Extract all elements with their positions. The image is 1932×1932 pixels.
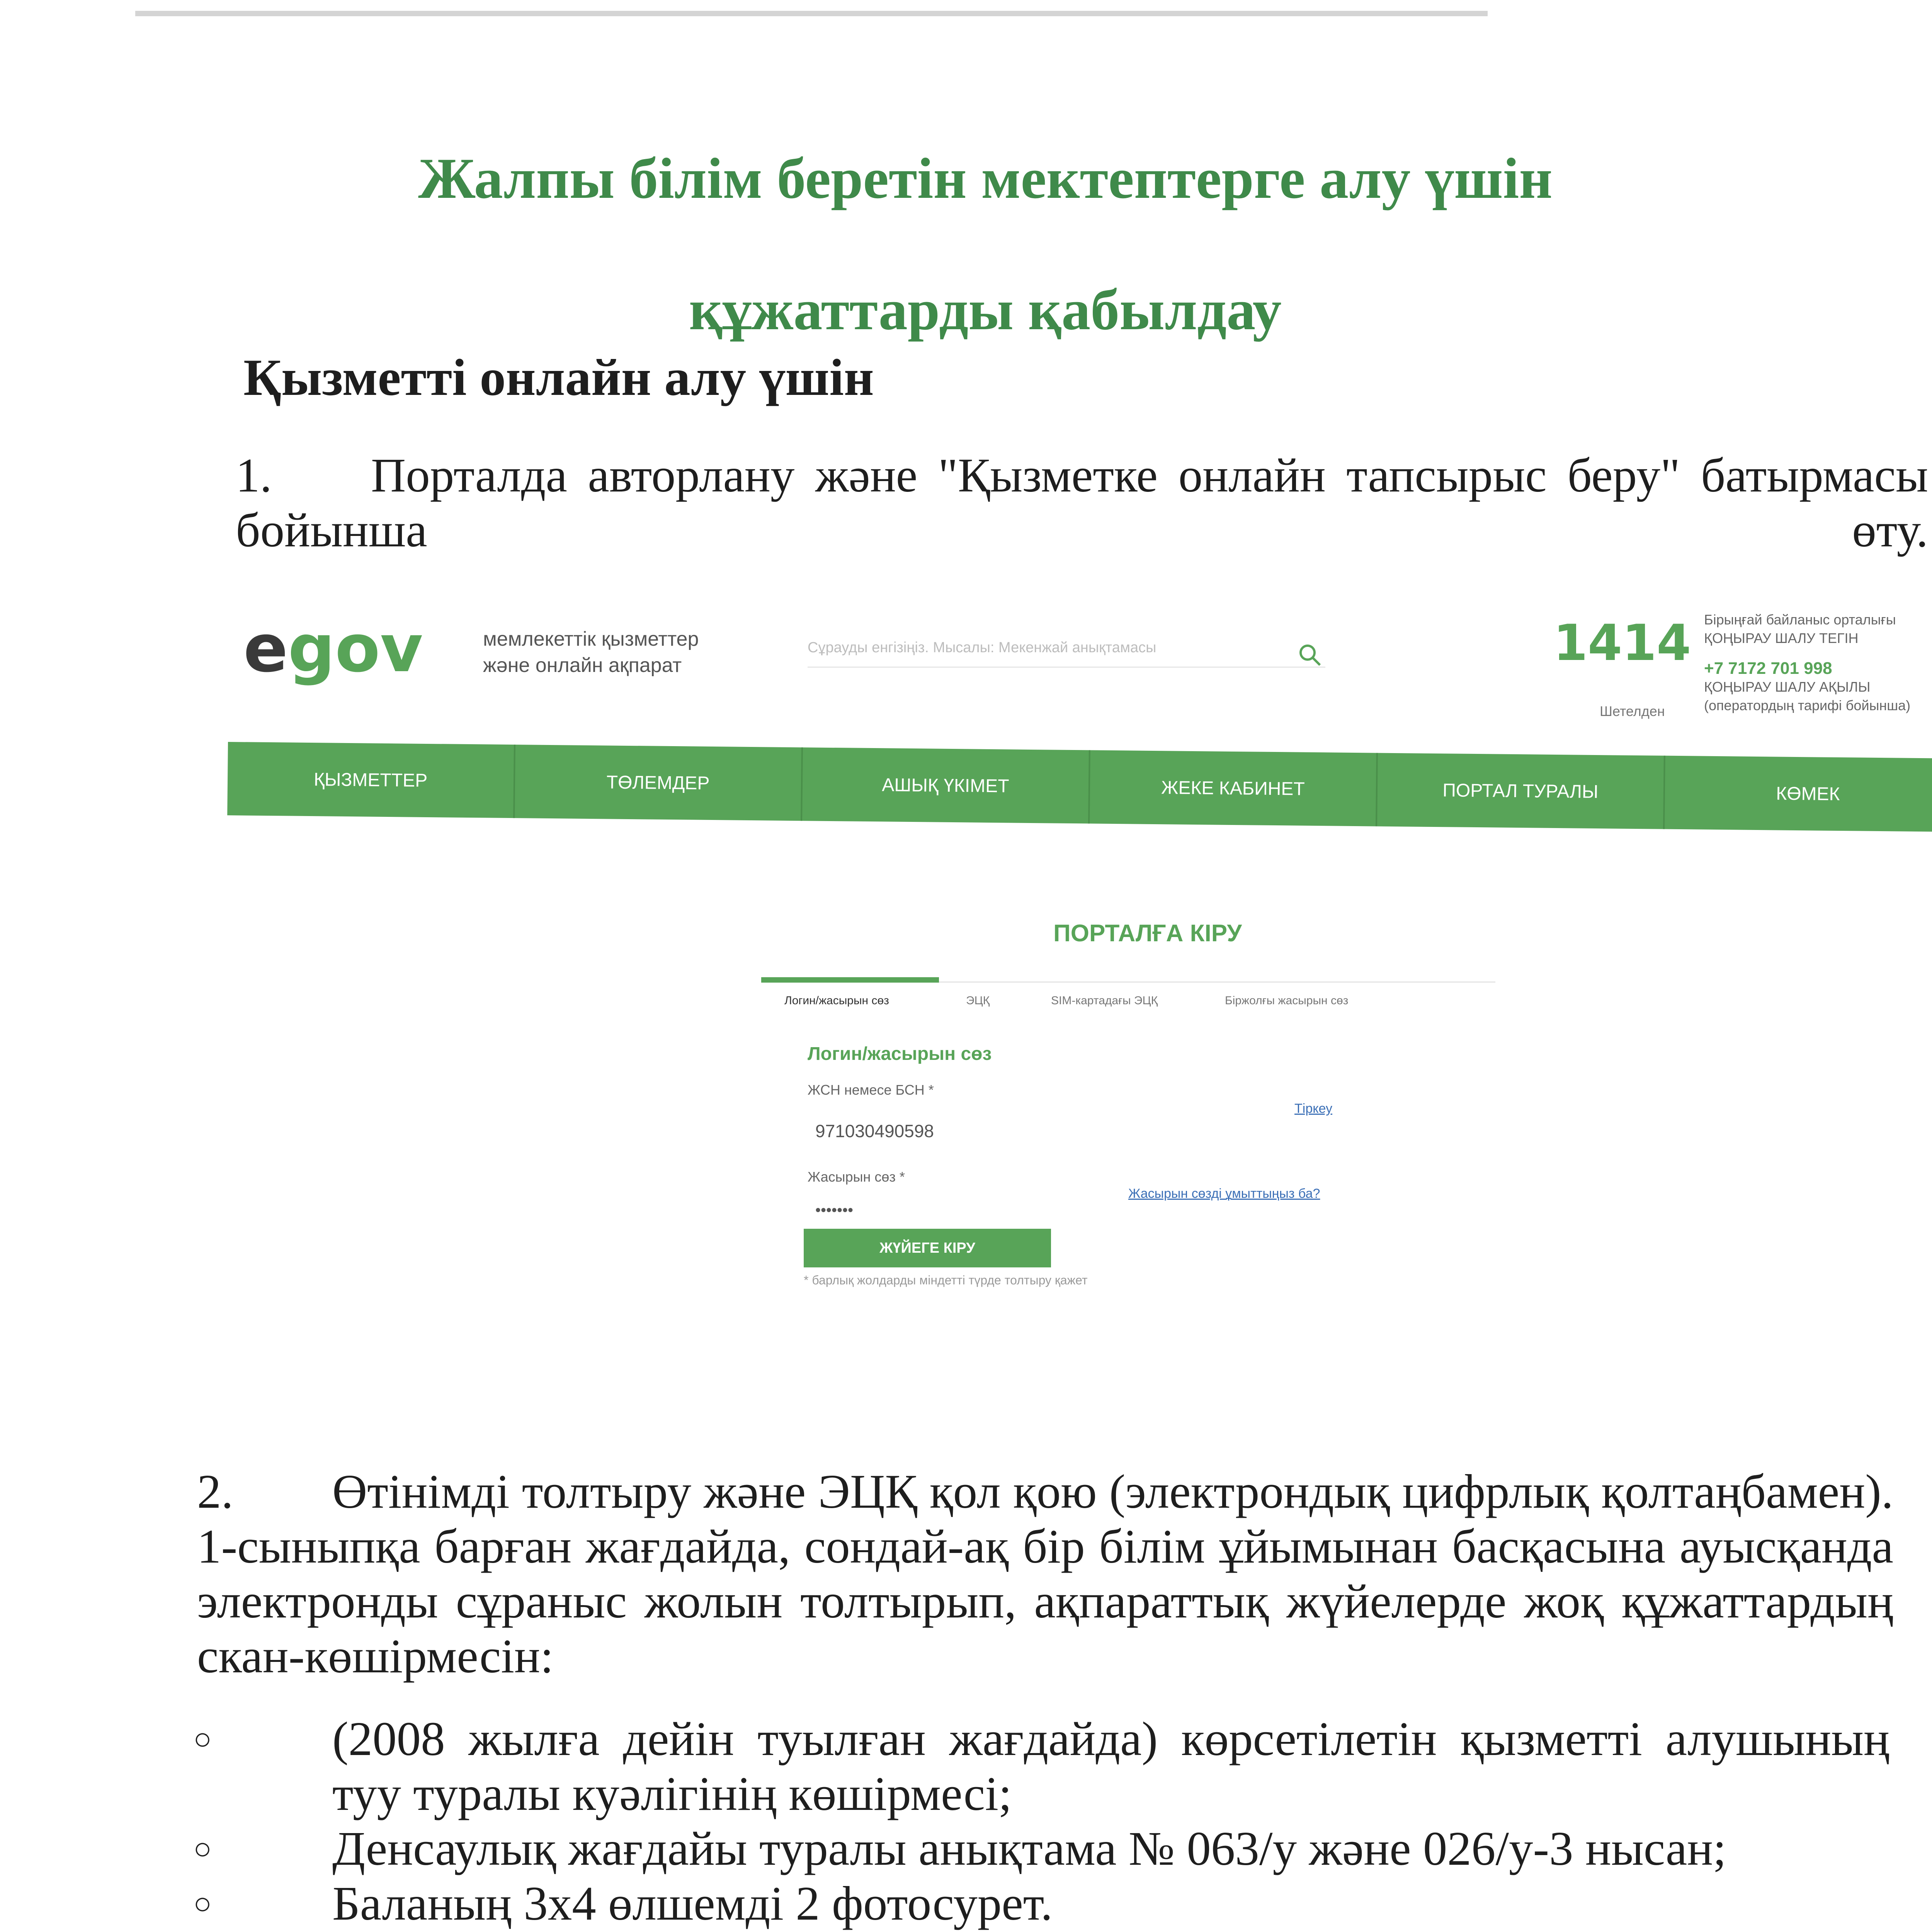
register-link[interactable]: Тіркеу [1294,1101,1333,1116]
list-item: ○ Денсаулық жағдайы туралы анықтама № 063/у және 026/у-3 нысан; [193,1822,1726,1876]
active-tab-indicator [761,977,939,983]
step-2-paragraph [197,1464,1893,1684]
egov-tagline [483,626,792,679]
iin-input[interactable]: 971030490598 [815,1121,934,1141]
bullet-marker: ○ [193,1722,212,1756]
tab-login-password[interactable]: Логин/жасырын сөз [784,994,889,1007]
list-item: ○ (2008 жылға дейін туылған жағдайда) көрсетілетін қызметті алушының туу туралы куәлігінің көшірмесі; [193,1713,1889,1821]
nav-item-open-government[interactable]: АШЫҚ ҮКІМЕТ [802,747,1090,823]
tab-one-time-password[interactable]: Біржолғы жасырын сөз [1225,994,1349,1007]
login-title: ПОРТАЛҒА КІРУ [1053,920,1242,947]
forgot-password-link[interactable]: Жасырын сөзді ұмыттыңыз ба? [1128,1186,1320,1201]
contact-line-4: (оператордың тарифі бойынша) [1704,697,1911,713]
password-input[interactable]: ••••••• [815,1202,854,1219]
page-title-line-2: құжаттарды қабылдау [689,278,1282,342]
required-documents-list [189,1712,1889,1931]
step-1-paragraph [236,448,1928,558]
main-nav [227,742,1932,832]
nav-item-about-portal[interactable]: ПОРТАЛ ТУРАЛЫ [1377,753,1665,829]
bullet-marker: ○ [193,1887,212,1921]
search-icon[interactable] [1294,639,1325,670]
hotline-number[interactable]: 1414 [1553,614,1691,672]
nav-item-help[interactable]: КӨМЕК [1776,783,1840,804]
password-label: Жасырын сөз * [808,1169,905,1185]
tab-ecp[interactable]: ЭЦҚ [966,994,990,1007]
contact-phone[interactable]: +7 7172 701 998 [1704,659,1832,678]
nav-item-personal-cabinet[interactable]: ЖЕКЕ КАБИНЕТ [1090,750,1378,826]
contact-line-3: ҚОҢЫРАУ ШАЛУ АҚЫЛЫ [1704,679,1871,695]
step-2-text: Өтінімді толтыру және ЭЦҚ қол қою (электрондық цифрлық қолтаңбамен). 1-сыныпқа барған жағдайда, сондай-ақ бір білім ұйымынан басқасына ауысқанда электронды сұраныс жолын толтырып, ақпараттық жүйелерде жоқ құжаттардың скан-көшірмесін: [197,1465,1893,1683]
egov-portal-screenshot [228,603,1932,1414]
iin-label: ЖСН немесе БСН * [808,1082,934,1098]
bullet-marker: ○ [193,1832,212,1866]
list-item: ○ Баланың 3х4 өлшемді 2 фотосурет. [193,1877,1053,1930]
contact-line-2: ҚОҢЫРАУ ШАЛУ ТЕГІН [1704,630,1859,646]
egov-tagline-1: мемлекеттік қызметтер [483,628,699,650]
section-subheading: Қызметті онлайн алу үшін [243,349,874,406]
step-2-number: 2. [197,1465,233,1519]
step-1-number: 1. [236,449,272,502]
hotline-sub: Шетелден [1600,703,1665,719]
step-1-text: Порталда авторлану және "Қызметке онлайн тапсырыс беру" батырмасы бойынша өту. [236,449,1928,557]
login-submit-button[interactable]: ЖҮЙЕГЕ КІРУ [804,1229,1051,1267]
login-panel [761,920,1534,1406]
search-input[interactable] [808,639,1325,668]
nav-item-services[interactable]: ҚЫЗМЕТТЕР [227,742,515,818]
egov-tagline-2: және онлайн ақпарат [483,654,682,677]
egov-logo[interactable]: egov [243,611,423,687]
login-form-title: Логин/жасырын сөз [808,1044,992,1064]
scan-top-edge [135,11,1488,16]
nav-item-payments[interactable]: ТӨЛЕМДЕР [515,745,803,821]
tab-sim-ecp[interactable]: SIM-картадағы ЭЦҚ [1051,994,1158,1007]
required-note: * барлық жолдарды міндетті түрде толтыру қажет [804,1273,1088,1287]
page-title-line-1: Жалпы білім беретін мектептерге алу үшін [418,146,1553,211]
search-placeholder: Сұрауды енгізіңіз. Мысалы: Мекенжай анықтамасы [808,639,1156,656]
contact-line-1: Бірыңғай байланыс орталығы [1704,612,1896,628]
login-tabs [761,981,1495,1010]
contact-info [1704,611,1932,715]
